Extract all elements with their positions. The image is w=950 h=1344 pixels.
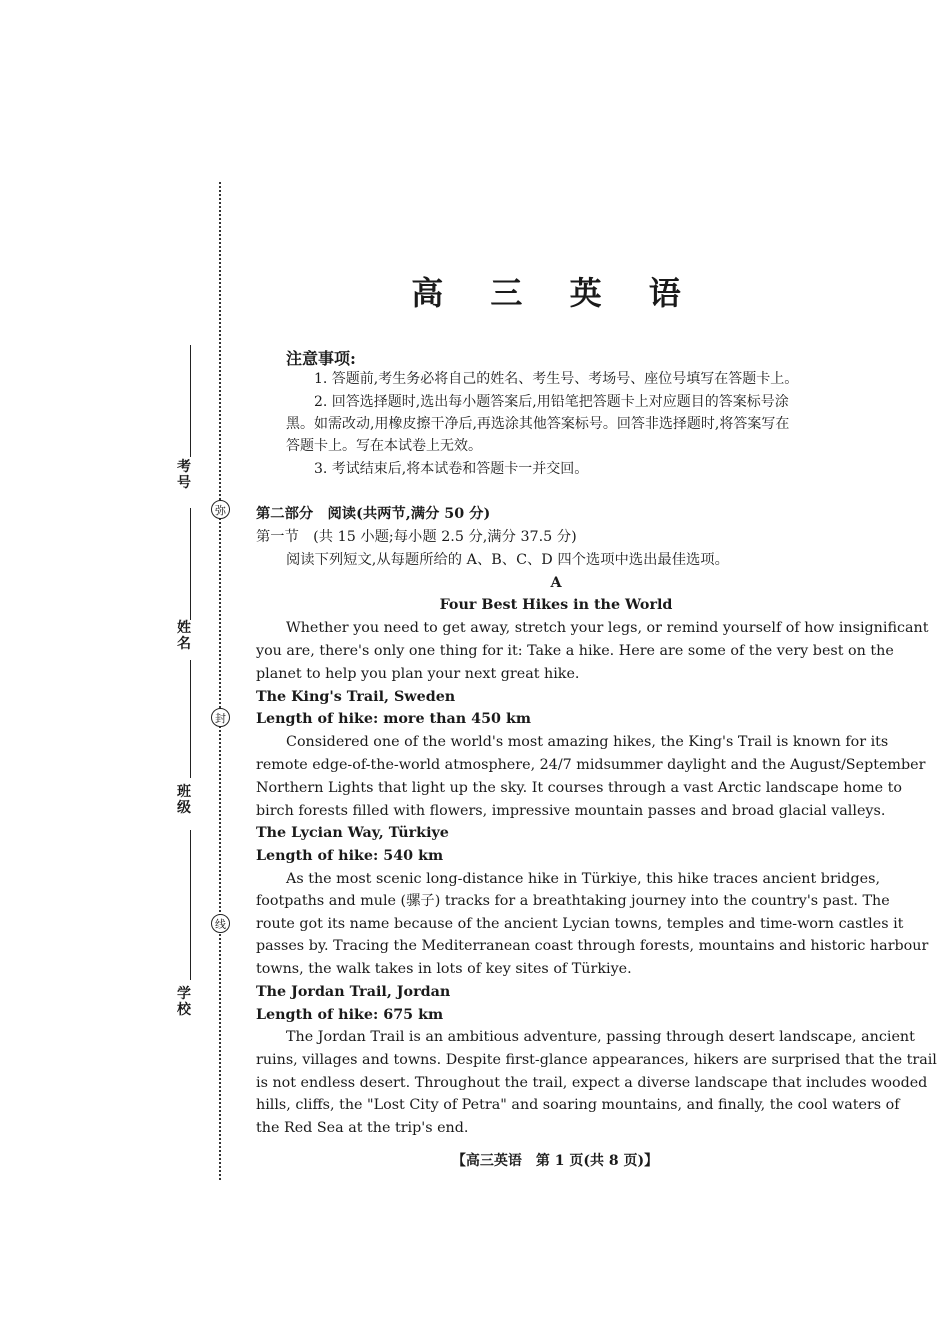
notice-heading: 注意事项: xyxy=(286,349,356,368)
trail-text-line: Considered one of the world's most amazing hikes, the King's Trail is known for its xyxy=(286,734,889,750)
intro-line: planet to help you plan your next great hike. xyxy=(256,666,580,682)
trail-length-kings: Length of hike: more than 450 km xyxy=(256,711,532,727)
school-rule xyxy=(190,830,191,980)
class-label: 班级 xyxy=(177,784,191,816)
name-rule xyxy=(190,508,191,620)
school-label: 学校 xyxy=(177,986,191,1018)
trail-text-line: The Jordan Trail is an ambitious adventure, passing through desert landscape, ancient xyxy=(286,1029,915,1045)
instruction: 阅读下列短文,从每题所给的 A、B、C、D 四个选项中选出最佳选项。 xyxy=(286,552,729,568)
trail-length-jordan: Length of hike: 675 km xyxy=(256,1007,444,1023)
part-heading: 第二部分 阅读(共两节,满分 50 分) xyxy=(256,506,491,522)
notice-line-1: 1. 答题前,考生务必将自己的姓名、考生号、考场号、座位号填写在答题卡上。 xyxy=(314,371,799,387)
trail-text-line: remote edge-of-the-world atmosphere, 24/7 midsummer daylight and the August/September xyxy=(256,757,926,773)
seal-feng: 封 xyxy=(211,708,230,727)
trail-text-line: towns, the walk takes in lots of key sites of Türkiye. xyxy=(256,961,632,977)
exam-number-label: 考号 xyxy=(177,459,191,491)
notice-line-3: 黑。如需改动,用橡皮擦干净后,再选涂其他答案标号。回答非选择题时,将答案写在 xyxy=(286,416,790,432)
section-heading: 第一节 (共 15 小题;每小题 2.5 分,满分 37.5 分) xyxy=(256,529,577,545)
intro-line: Whether you need to get away, stretch your legs, or remind yourself of how insignificant xyxy=(286,620,929,636)
trail-text-line: is not endless desert. Throughout the trail, expect a diverse landscape that includes wooded xyxy=(256,1075,928,1091)
trail-name-kings: The King's Trail, Sweden xyxy=(256,689,456,705)
trail-name-lycian: The Lycian Way, Türkiye xyxy=(256,825,449,841)
notice-line-5: 3. 考试结束后,将本试卷和答题卡一并交回。 xyxy=(314,461,589,477)
trail-text-line: passes by. Tracing the Mediterranean coast through forests, mountains and historic harbour xyxy=(256,938,929,954)
exam-number-rule xyxy=(190,345,191,457)
passage-letter: A xyxy=(550,575,562,591)
notice-line-2: 2. 回答选择题时,选出每小题答案后,用铅笔把答题卡上对应题目的答案标号涂 xyxy=(314,394,789,410)
trail-text-line: hills, cliffs, the "Lost City of Petra" and soaring mountains, and finally, the cool waters of xyxy=(256,1097,900,1113)
trail-name-jordan: The Jordan Trail, Jordan xyxy=(256,984,451,1000)
trail-length-lycian: Length of hike: 540 km xyxy=(256,848,444,864)
trail-text-line: As the most scenic long-distance hike in Türkiye, this hike traces ancient bridges, xyxy=(286,871,881,887)
trail-text-line: the Red Sea at the trip's end. xyxy=(256,1120,469,1136)
trail-text-line: footpaths and mule (骡子) tracks for a breathtaking journey into the country's past. The xyxy=(256,893,890,909)
class-rule xyxy=(190,660,191,778)
passage-title: Four Best Hikes in the World xyxy=(439,597,673,613)
notice-line-4: 答题卡上。写在本试卷上无效。 xyxy=(286,438,482,454)
binding-dotted-line xyxy=(219,182,221,1180)
name-label: 姓名 xyxy=(177,620,191,652)
trail-text-line: route got its name because of the ancient Lycian towns, temples and time-worn castles it xyxy=(256,916,904,932)
page-title: 高 三 英 语 xyxy=(411,274,699,312)
seal-mi: 弥 xyxy=(211,500,230,519)
trail-text-line: Northern Lights that light up the sky. It courses through a vast Arctic landscape home to xyxy=(256,780,903,796)
seal-xian: 线 xyxy=(211,914,230,933)
trail-text-line: ruins, villages and towns. Despite first-glance appearances, hikers are surprised that the trail xyxy=(256,1052,937,1068)
intro-line: you are, there's only one thing for it: Take a hike. Here are some of the very best on the xyxy=(256,643,894,659)
page-footer: 【高三英语 第 1 页(共 8 页)】 xyxy=(451,1153,659,1169)
trail-text-line: birch forests filled with flowers, impressive mountain passes and broad glacial valleys. xyxy=(256,803,886,819)
